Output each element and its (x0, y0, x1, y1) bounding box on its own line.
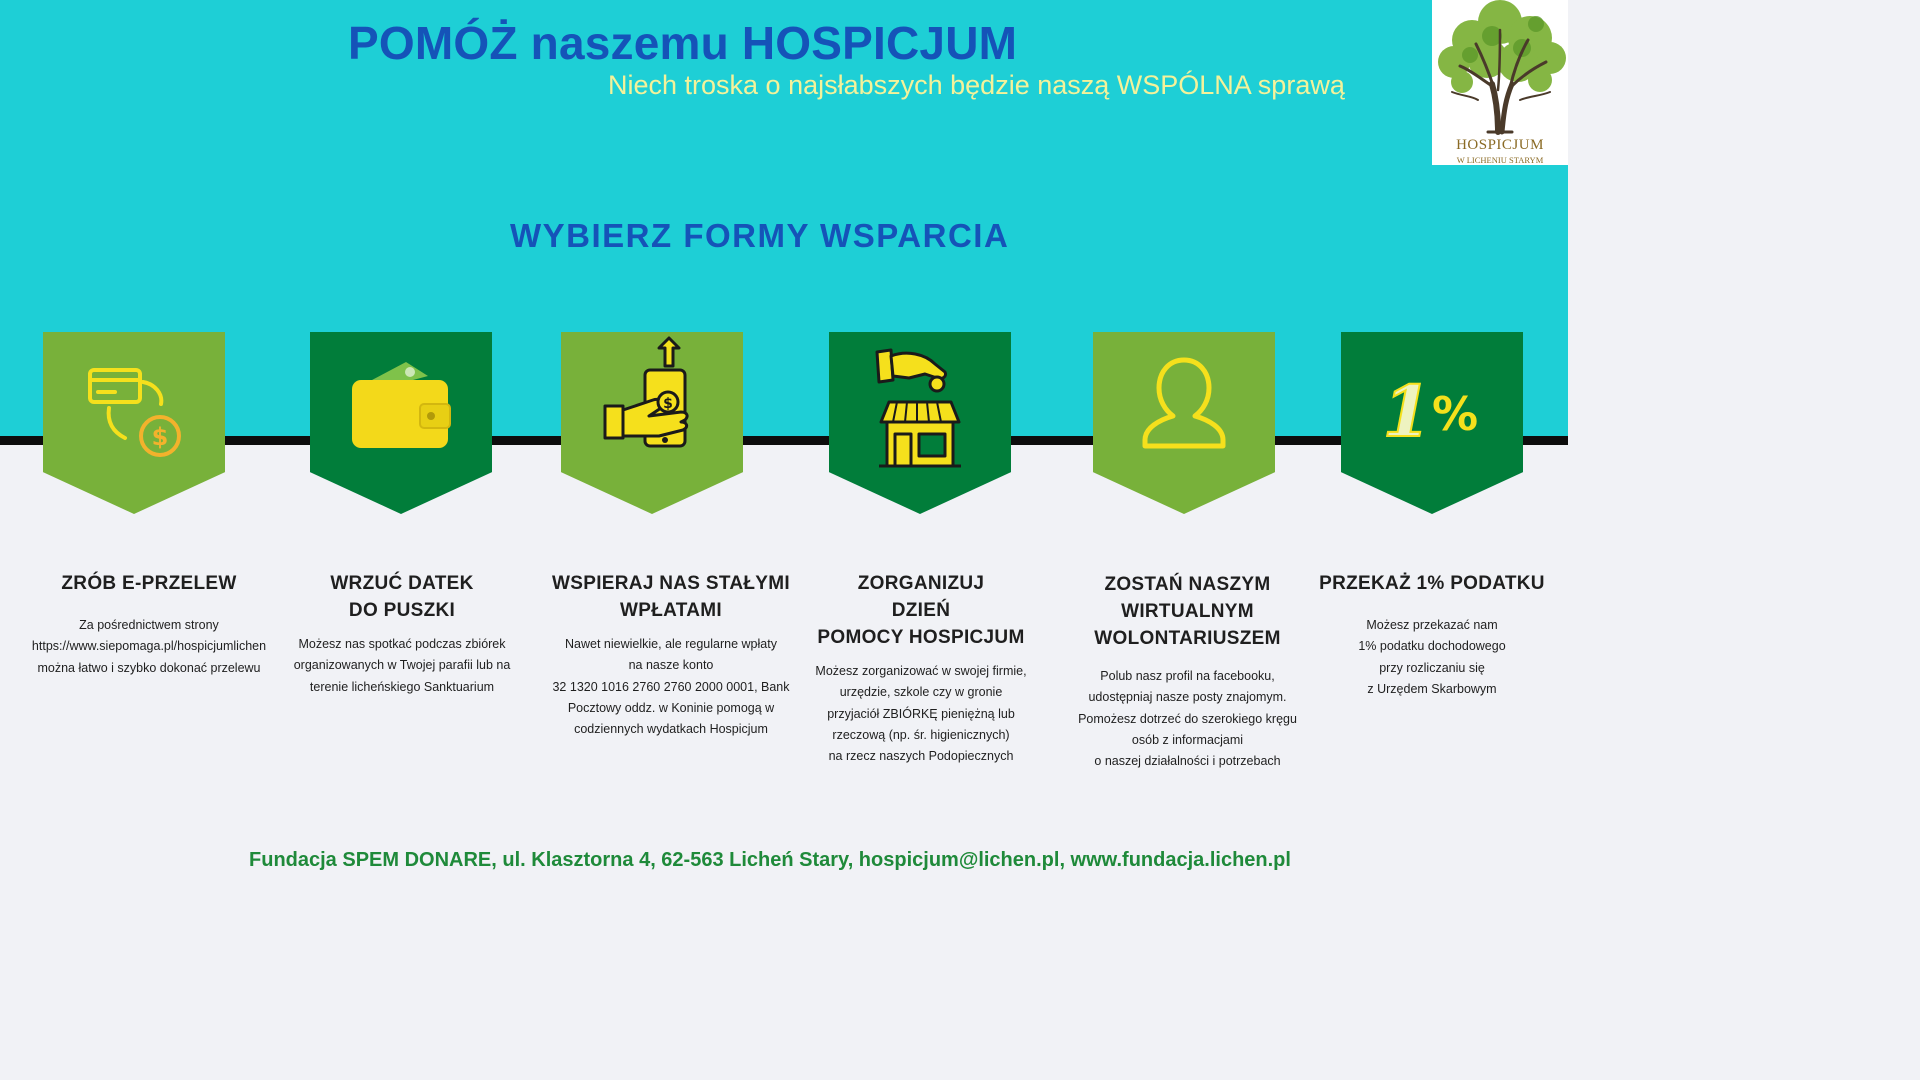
card-text: Za pośrednictwem strony https://www.siepomaga.pl/hospicjumlichen można łatwo i szybko dokonać przelewu (31, 618, 267, 675)
badge-e-transfer (43, 332, 225, 514)
card-text: Możesz nas spotkać podczas zbiórek organizowanych w Twojej parafii lub na terenie licheńskiego Sanktuarium (293, 637, 511, 694)
card-one-percent (1308, 570, 1556, 700)
card-text: Możesz zorganizować w swojej firmie, urzędzie, szkole czy w gronie przyjaciół ZBIÓRKĘ pieniężną lub rzeczową (np. śr. higienicznych) na rzecz naszych Podopiecznych (815, 664, 1027, 764)
badge-volunteer (1093, 332, 1275, 514)
tree-icon (1432, 0, 1568, 138)
badge-organize-day (829, 332, 1011, 514)
person-icon (1093, 332, 1275, 514)
badge-regular-payments (561, 332, 743, 514)
card-regular-payments (535, 570, 807, 740)
card-title: PRZEKAŻ 1% PODATKU (1319, 573, 1545, 594)
card-volunteer (1065, 571, 1310, 772)
footer-contact: Fundacja SPEM DONARE, ul. Klasztorna 4, 62-563 Licheń Stary, hospicjum@lichen.pl, www.fundacja.lichen.pl (249, 849, 1291, 871)
card-title: WRZUĆ DATEK DO PUSZKI (330, 573, 474, 621)
card-text: Możesz przekazać nam 1% podatku dochodowego przy rozliczaniu się z Urzędem Skarbowym (1358, 618, 1506, 696)
page-title: POMÓŻ naszemu HOSPICJUM (348, 17, 1018, 69)
hospice-logo (1432, 0, 1568, 165)
badge-wallet (310, 332, 492, 514)
card-wallet (278, 570, 526, 698)
svg-text:$: $ (151, 423, 169, 451)
hand-phone-payment-icon (561, 332, 743, 514)
page-subtitle: Niech troska o najsłabszych będzie naszą WSPÓLNA sprawą (608, 70, 1345, 100)
svg-text:%: % (1431, 387, 1479, 441)
shop-donation-icon (829, 332, 1011, 514)
card-e-transfer (0, 570, 298, 679)
band-divider (0, 436, 1568, 445)
svg-text:$: $ (663, 396, 673, 412)
card-text: Nawet niewielkie, ale regularne wpłaty na nasze konto 32 1320 1016 2760 2760 2000 0001, Bank Pocztowy oddz. w Koninie pomogą w codziennych wydatkach Hospicjum (552, 637, 790, 737)
card-text: Polub nasz profil na facebooku, udostępniaj nasze posty znajomym. Pomożesz dotrzeć do szerokiego kręgu osób z informacjami o naszej działalności i potrzebach (1078, 669, 1297, 769)
card-title: ZOSTAŃ NASZYM WIRTUALNYM WOLONTARIUSZEM (1094, 574, 1281, 649)
card-to-coin-transfer-icon (43, 332, 225, 514)
card-title: WSPIERAJ NAS STAŁYMI WPŁATAMI (552, 573, 790, 621)
logo-name: HOSPICJUM (1456, 137, 1544, 153)
one-percent-icon (1341, 332, 1523, 514)
card-title: ZORGANIZUJ DZIEŃ POMOCY HOSPICJUM (817, 573, 1025, 648)
wallet-icon (310, 332, 492, 514)
logo-subtitle: W LICHENIU STARYM (1456, 155, 1544, 165)
badge-one-percent (1341, 332, 1523, 514)
svg-text:1: 1 (1382, 370, 1432, 453)
card-organize-day (800, 570, 1042, 767)
card-title: ZRÓB E-PRZELEW (61, 573, 237, 594)
section-title: WYBIERZ FORMY WSPARCIA (510, 217, 1010, 254)
